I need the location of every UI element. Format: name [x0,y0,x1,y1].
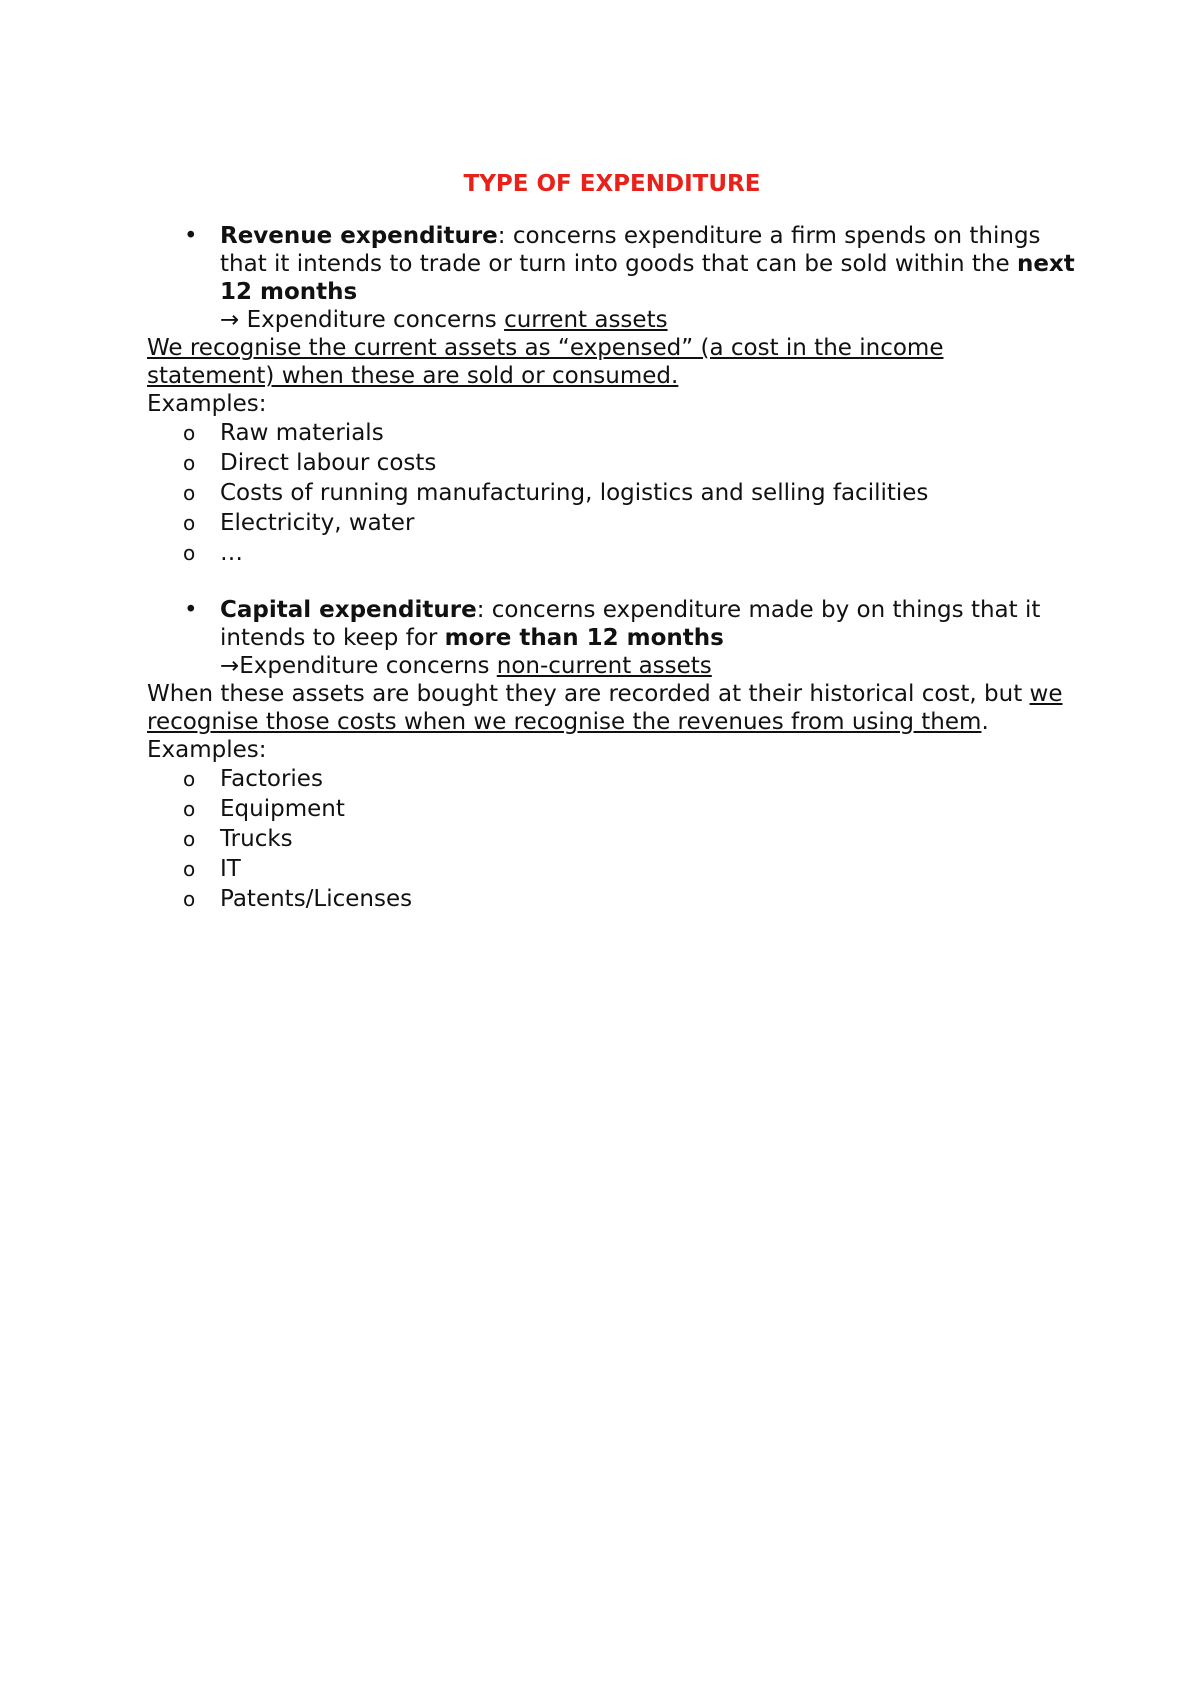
bullet-capital-expenditure [147,596,1077,652]
revenue-examples-label: Examples: [147,391,267,417]
capital-examples-label: Examples: [147,737,267,763]
document-page [147,170,1077,914]
capital-recognition-underlined: we recognise those costs when we recognise the revenues from using them [147,681,1063,735]
revenue-asset-type: current assets [504,307,668,333]
circle-bullet-icon: o [183,421,196,445]
circle-bullet-icon: o [183,481,196,505]
circle-bullet-icon: o [183,857,196,881]
list-item: o Trucks [183,826,293,852]
capital-period: more than 12 months [444,625,724,651]
revenue-definition: : concerns expenditure a firm spends on things that it intends to trade or turn into goods that can be sold within the [220,223,1041,277]
capital-asset-type: non-current assets [496,653,712,679]
bullet-revenue-expenditure [147,222,1077,306]
list-item: o Electricity, water [183,510,415,536]
capital-arrow-line [147,652,1077,680]
revenue-period: next 12 months [220,251,1075,305]
capital-examples-list [147,764,1077,914]
circle-bullet-icon: o [183,887,196,911]
list-item: o Patents/Licenses [183,886,413,912]
section-gap [147,568,1077,596]
list-item: o IT [183,856,241,882]
circle-bullet-icon: o [183,541,196,565]
capital-recognition-lead: When these assets are bought they are recorded at their historical cost, but [147,681,1030,707]
list-item: o Raw materials [183,420,384,446]
circle-bullet-icon: o [183,797,196,821]
capital-definition: : concerns expenditure made by on things that it intends to keep for [220,597,1041,651]
capital-arrow-text: →Expenditure concerns [220,653,497,679]
capital-recognition [147,680,1077,736]
revenue-arrow-line [147,306,1077,334]
bullet-icon: • [184,597,198,623]
circle-bullet-icon: o [183,511,196,535]
revenue-term: Revenue expenditure [220,223,498,249]
circle-bullet-icon: o [183,767,196,791]
list-item: o … [183,540,243,566]
page-title: TYPE OF EXPENDITURE [463,171,761,197]
list-item: o Direct labour costs [183,450,437,476]
revenue-recognition: We recognise the current assets as “expensed” (a cost in the income statement) when these are sold or consumed. [147,335,944,389]
list-item: o Equipment [183,796,345,822]
circle-bullet-icon: o [183,827,196,851]
list-item: o Costs of running manufacturing, logistics and selling facilities [183,480,929,506]
capital-recognition-end: . [981,709,989,735]
list-item: o Factories [183,766,323,792]
revenue-examples-list [147,418,1077,568]
capital-term: Capital expenditure [220,597,477,623]
bullet-icon: • [184,223,198,249]
circle-bullet-icon: o [183,451,196,475]
revenue-arrow-text: → Expenditure concerns [220,307,505,333]
